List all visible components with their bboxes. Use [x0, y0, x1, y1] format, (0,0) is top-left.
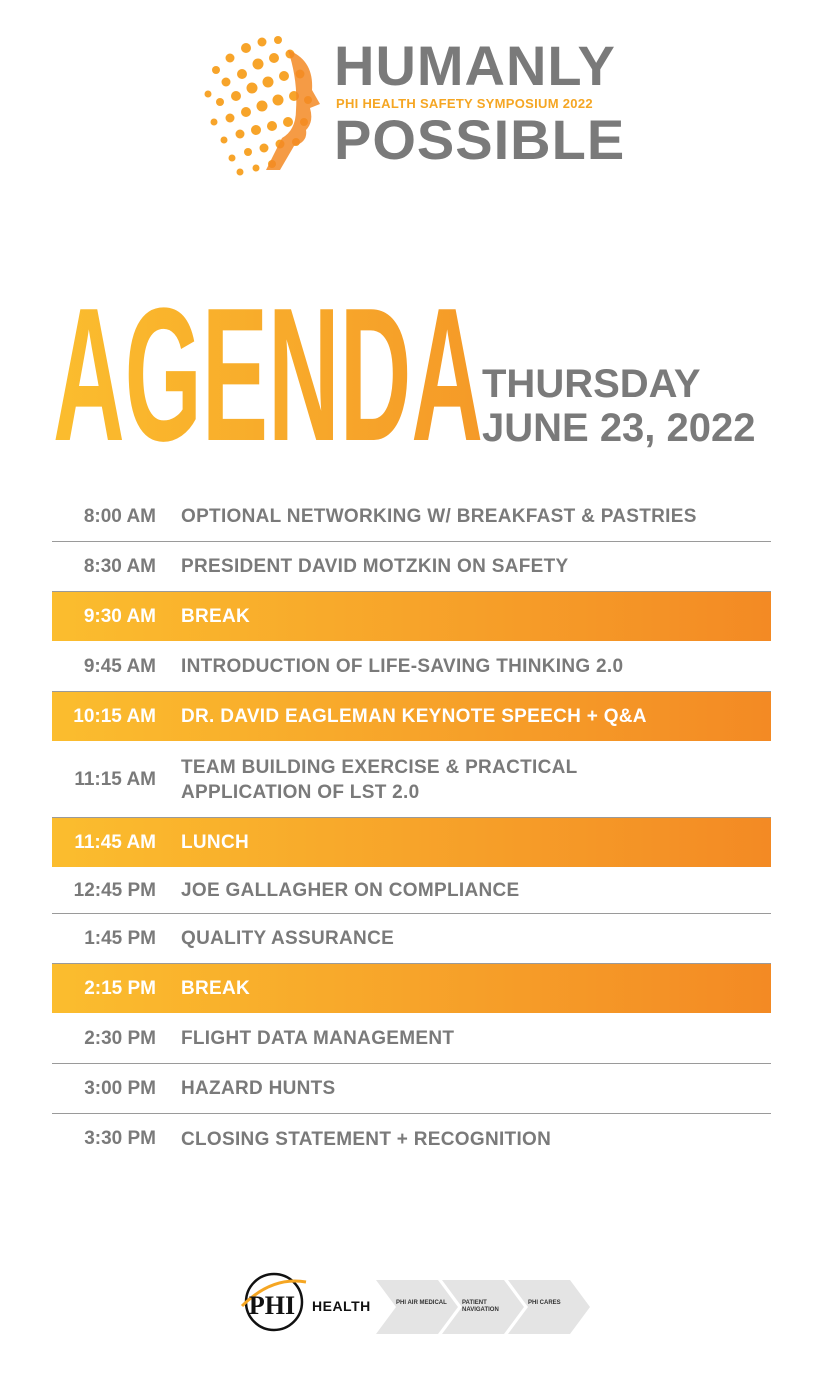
title-possible: POSSIBLE: [334, 108, 626, 171]
agenda-time: 12:45 PM: [73, 879, 156, 901]
agenda-time: 2:15 PM: [84, 977, 156, 999]
title-humanly: HUMANLY: [334, 34, 616, 97]
symposium-logo: [0, 0, 824, 200]
agenda-day: THURSDAY: [482, 362, 701, 406]
agenda-time: 3:00 PM: [84, 1077, 156, 1099]
agenda-row: [52, 742, 771, 818]
agenda-row: [52, 542, 771, 592]
agenda-event: QUALITY ASSURANCE: [181, 928, 395, 949]
agenda-time: 2:30 PM: [84, 1027, 156, 1049]
agenda-heading: [48, 290, 488, 460]
agenda-event: TEAM BUILDING EXERCISE & PRACTICAL APPLICATION OF LST 2.0: [181, 756, 578, 803]
agenda-row-highlight: [52, 964, 771, 1014]
agenda-event: BREAK: [181, 606, 251, 627]
division-label: PHI AIR MEDICAL: [396, 1300, 447, 1306]
division-chevron: [508, 1280, 590, 1334]
agenda-row: [52, 492, 771, 542]
agenda-event: JOE GALLAGHER ON COMPLIANCE: [181, 880, 520, 901]
footer-branding: [236, 1262, 596, 1342]
agenda-event: INTRODUCTION OF LIFE-SAVING THINKING 2.0: [181, 656, 624, 677]
agenda-event: HAZARD HUNTS: [181, 1078, 336, 1099]
agenda-time: 9:45 AM: [83, 655, 156, 677]
agenda-event: PRESIDENT DAVID MOTZKIN ON SAFETY: [181, 556, 569, 577]
agenda-row-highlight: [52, 818, 771, 868]
agenda-row-highlight: [52, 692, 771, 742]
agenda-event: FLIGHT DATA MANAGEMENT: [181, 1028, 455, 1049]
phi-logo-icon: [236, 1266, 308, 1334]
agenda-event: OPTIONAL NETWORKING W/ BREAKFAST & PASTRIES: [181, 506, 697, 527]
agenda-time: 9:30 AM: [83, 605, 156, 627]
agenda-time: 10:15 AM: [73, 705, 156, 727]
agenda-row: [52, 1114, 771, 1164]
agenda-row: [52, 914, 771, 964]
footer-health: HEALTH: [312, 1298, 371, 1314]
agenda-row: [52, 1014, 771, 1064]
agenda-row: [52, 868, 771, 914]
division-label: PHI CARES: [528, 1300, 561, 1306]
agenda-time: 1:45 PM: [84, 927, 156, 949]
phi-logo-text: PHI: [248, 1291, 296, 1320]
agenda-event: DR. DAVID EAGLEMAN KEYNOTE SPEECH + Q&A: [181, 706, 647, 727]
agenda-time: 11:15 AM: [74, 768, 156, 790]
agenda-time: 3:30 PM: [84, 1128, 156, 1149]
agenda-event: BREAK: [181, 978, 251, 999]
agenda-row: [52, 642, 771, 692]
agenda-time: 8:30 AM: [83, 555, 156, 577]
agenda-event: CLOSING STATEMENT + RECOGNITION: [181, 1128, 552, 1150]
agenda-time: 8:00 AM: [83, 505, 156, 527]
agenda-table: [52, 492, 771, 1164]
agenda-event: LUNCH: [181, 832, 249, 853]
dotted-head-icon: [196, 30, 326, 180]
agenda-row: [52, 1064, 771, 1114]
agenda-date: JUNE 23, 2022: [482, 406, 756, 450]
agenda-heading-text: AGENDA: [53, 290, 483, 460]
symposium-subtitle: PHI HEALTH SAFETY SYMPOSIUM 2022: [336, 96, 593, 111]
agenda-time: 11:45 AM: [74, 831, 156, 853]
agenda-row-highlight: [52, 592, 771, 642]
division-label: PATIENT NAVIGATION: [462, 1300, 499, 1313]
